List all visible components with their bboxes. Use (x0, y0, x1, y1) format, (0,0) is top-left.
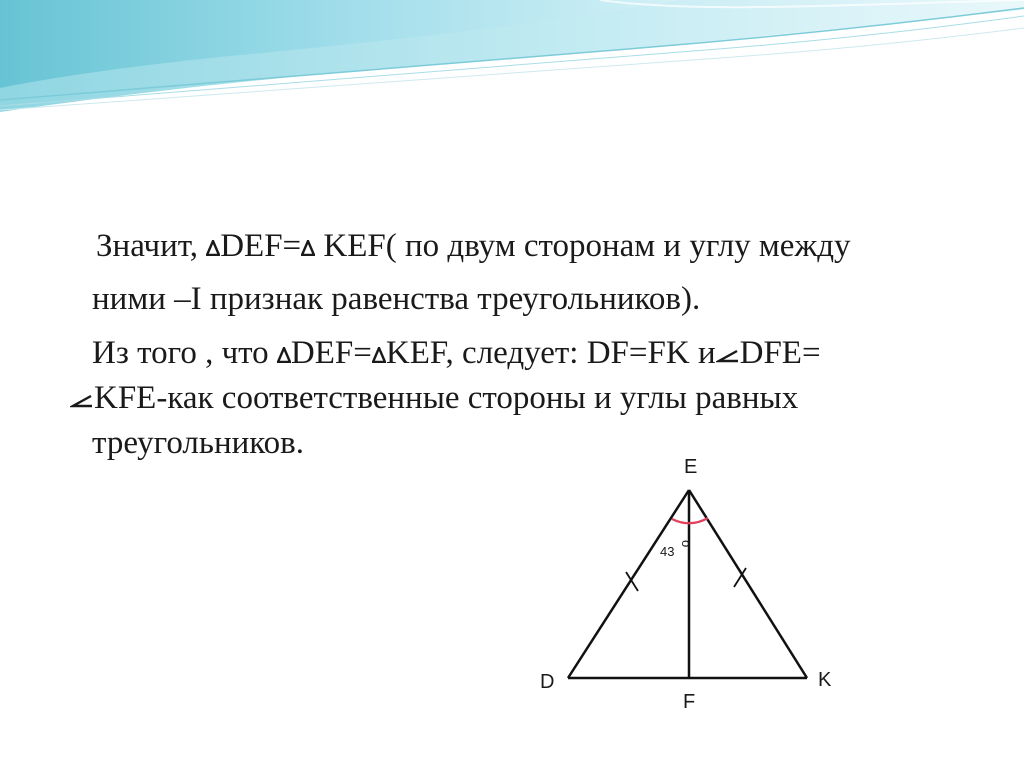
header-wave-decoration (0, 0, 1024, 130)
text-line-4 (70, 382, 798, 415)
vertex-label-e: E (684, 456, 698, 478)
line1-part3: KEF( по двум сторонам и углу между (315, 228, 851, 264)
line3-part2: DEF= (290, 335, 372, 371)
line3-part3: KEF, следует: DF=FK и (385, 335, 716, 371)
vertex-label-d: D (540, 671, 555, 693)
line1-part1: Значит, (96, 228, 198, 264)
line5-text: треугольников. (92, 425, 304, 461)
text-line-3 (92, 337, 821, 370)
figure-background (520, 440, 864, 724)
angle-value-label: 43 (660, 544, 675, 559)
angle-symbol-icon (70, 394, 94, 408)
line1-part2: DEF= (220, 228, 302, 264)
triangle-symbol-icon (277, 347, 291, 363)
triangle-symbol-icon (206, 240, 220, 256)
text-line-2 (92, 283, 700, 316)
text-line-1 (96, 230, 851, 263)
line2-text: ними –I признак равенства треугольников). (92, 281, 701, 317)
line3-part4: DFE= (739, 335, 821, 371)
line4-text: KFE-как соответственные стороны и углы равных (94, 380, 799, 416)
angle-unit-label: o (679, 540, 694, 548)
line3-part1: Из того , что (92, 335, 277, 371)
vertex-label-k: K (818, 669, 832, 691)
triangle-figure (520, 440, 864, 724)
triangle-symbol-icon (372, 347, 386, 363)
angle-symbol-icon (716, 349, 740, 363)
triangle-symbol-icon (301, 240, 315, 256)
vertex-label-f: F (683, 691, 696, 713)
text-line-5 (92, 427, 304, 460)
